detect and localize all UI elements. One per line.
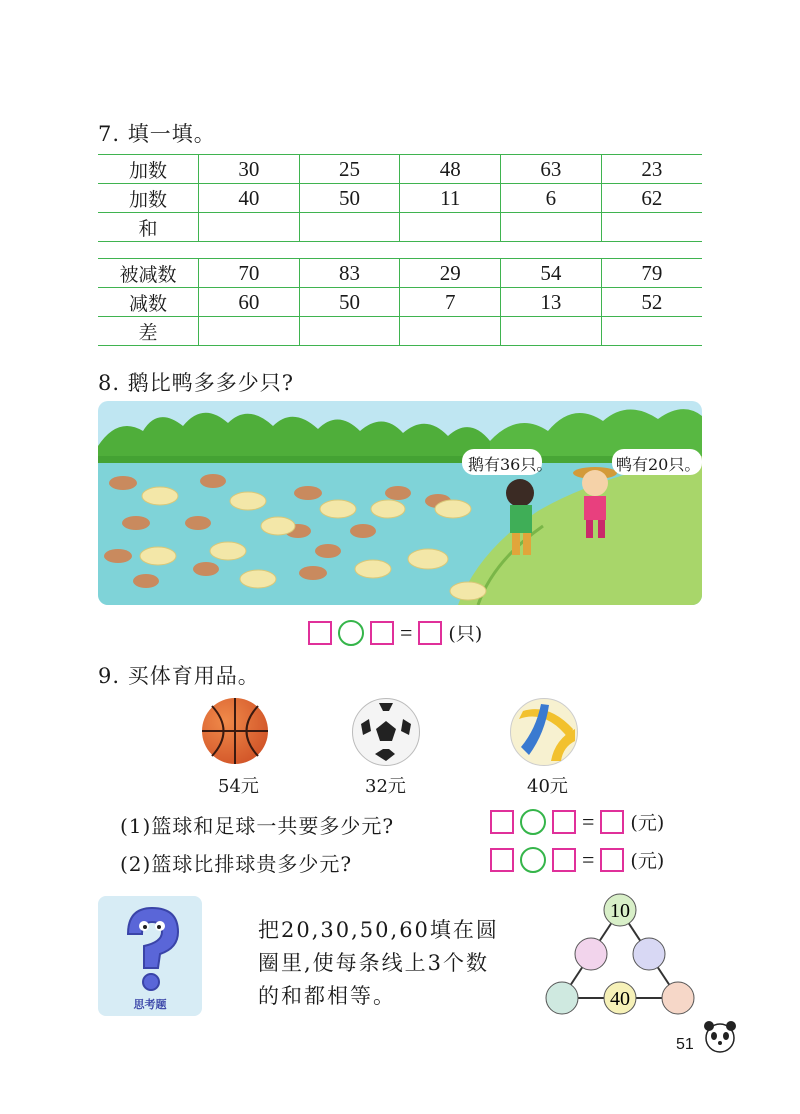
answer-box[interactable] [600, 848, 624, 872]
speech-bubble-geese: 鹅有36只。 [468, 455, 553, 474]
answer-cell[interactable] [400, 317, 501, 346]
table-cell: 30 [199, 155, 300, 184]
table-cell: 79 [601, 259, 702, 288]
table-row [98, 317, 702, 346]
q8-equation [308, 619, 482, 646]
row-label: 差 [98, 317, 199, 346]
pond-illustration [98, 401, 702, 605]
answer-box[interactable] [600, 810, 624, 834]
q9-sub1: (1)篮球和足球一共要多少元? [120, 814, 395, 838]
table-cell: 40 [199, 184, 300, 213]
equals-sign: = [400, 619, 413, 645]
table-cell: 50 [299, 184, 400, 213]
equals-sign: = [582, 846, 595, 872]
panda-icon [700, 1016, 740, 1056]
basketball-icon [202, 698, 268, 764]
answer-box[interactable] [490, 848, 514, 872]
answer-cell[interactable] [299, 213, 400, 242]
page-number: 51 [676, 1036, 694, 1053]
unit-label: (元) [630, 850, 665, 872]
table-cell: 63 [501, 155, 602, 184]
answer-box[interactable] [370, 621, 394, 645]
table-cell: 13 [501, 288, 602, 317]
table-row [98, 213, 702, 242]
price-volleyball: 40元 [527, 776, 568, 797]
table-row [98, 259, 702, 288]
q9-sub1-equation [490, 808, 664, 835]
subtraction-table [98, 258, 702, 346]
node-bottom-value: 40 [610, 988, 630, 1010]
table-cell: 60 [199, 288, 300, 317]
q8-title: 8. 鹅比鸭多多少只? [98, 371, 294, 395]
table-cell: 6 [501, 184, 602, 213]
answer-cell[interactable] [199, 213, 300, 242]
table-cell: 83 [299, 259, 400, 288]
price-soccer: 32元 [365, 776, 406, 797]
q9-sub2: (2)篮球比排球贵多少元? [120, 852, 353, 876]
equals-sign: = [582, 808, 595, 834]
operator-circle[interactable] [338, 620, 364, 646]
row-label: 减数 [98, 288, 199, 317]
table-cell: 29 [400, 259, 501, 288]
answer-cell[interactable] [601, 213, 702, 242]
row-label: 加数 [98, 184, 199, 213]
question-mark-icon [98, 896, 202, 996]
soccer-ball-icon [352, 698, 420, 766]
table-cell: 54 [501, 259, 602, 288]
node-top-value: 10 [610, 900, 630, 922]
q9-sub2-equation [490, 846, 664, 873]
node-right[interactable] [633, 938, 665, 970]
table-row [98, 288, 702, 317]
operator-circle[interactable] [520, 809, 546, 835]
answer-cell[interactable] [299, 317, 400, 346]
unit-label: (元) [630, 812, 665, 834]
table-cell: 62 [601, 184, 702, 213]
think-badge [98, 896, 202, 1016]
answer-box[interactable] [418, 621, 442, 645]
row-label: 加数 [98, 155, 199, 184]
table-cell: 11 [400, 184, 501, 213]
node-bottom-left[interactable] [546, 982, 578, 1014]
table-row [98, 155, 702, 184]
table-cell: 50 [299, 288, 400, 317]
row-label: 和 [98, 213, 199, 242]
answer-cell[interactable] [501, 317, 602, 346]
operator-circle[interactable] [520, 847, 546, 873]
price-basketball: 54元 [218, 776, 259, 797]
table-cell: 7 [400, 288, 501, 317]
speech-bubble-ducks: 鸭有20只。 [616, 455, 701, 474]
table-cell: 70 [199, 259, 300, 288]
table-cell: 52 [601, 288, 702, 317]
q9-title: 9. 买体育用品。 [98, 664, 260, 688]
answer-box[interactable] [552, 810, 576, 834]
think-text: 把20,30,50,60填在圆圈里,使每条线上3个数的和都相等。 [258, 918, 499, 1008]
answer-cell[interactable] [199, 317, 300, 346]
table-row [98, 184, 702, 213]
table-cell: 48 [400, 155, 501, 184]
answer-cell[interactable] [400, 213, 501, 242]
node-left[interactable] [575, 938, 607, 970]
think-badge-label: 思考题 [133, 998, 167, 1011]
answer-box[interactable] [490, 810, 514, 834]
answer-box[interactable] [308, 621, 332, 645]
volleyball-icon [510, 698, 578, 766]
answer-box[interactable] [552, 848, 576, 872]
addition-table [98, 154, 702, 242]
answer-cell[interactable] [601, 317, 702, 346]
table-cell: 25 [299, 155, 400, 184]
answer-cell[interactable] [501, 213, 602, 242]
number-triangle [540, 890, 700, 1022]
table-cell: 23 [601, 155, 702, 184]
row-label: 被减数 [98, 259, 199, 288]
unit-label: (只) [448, 623, 483, 645]
node-bottom-right[interactable] [662, 982, 694, 1014]
q7-title: 7. 填一填。 [98, 122, 216, 146]
